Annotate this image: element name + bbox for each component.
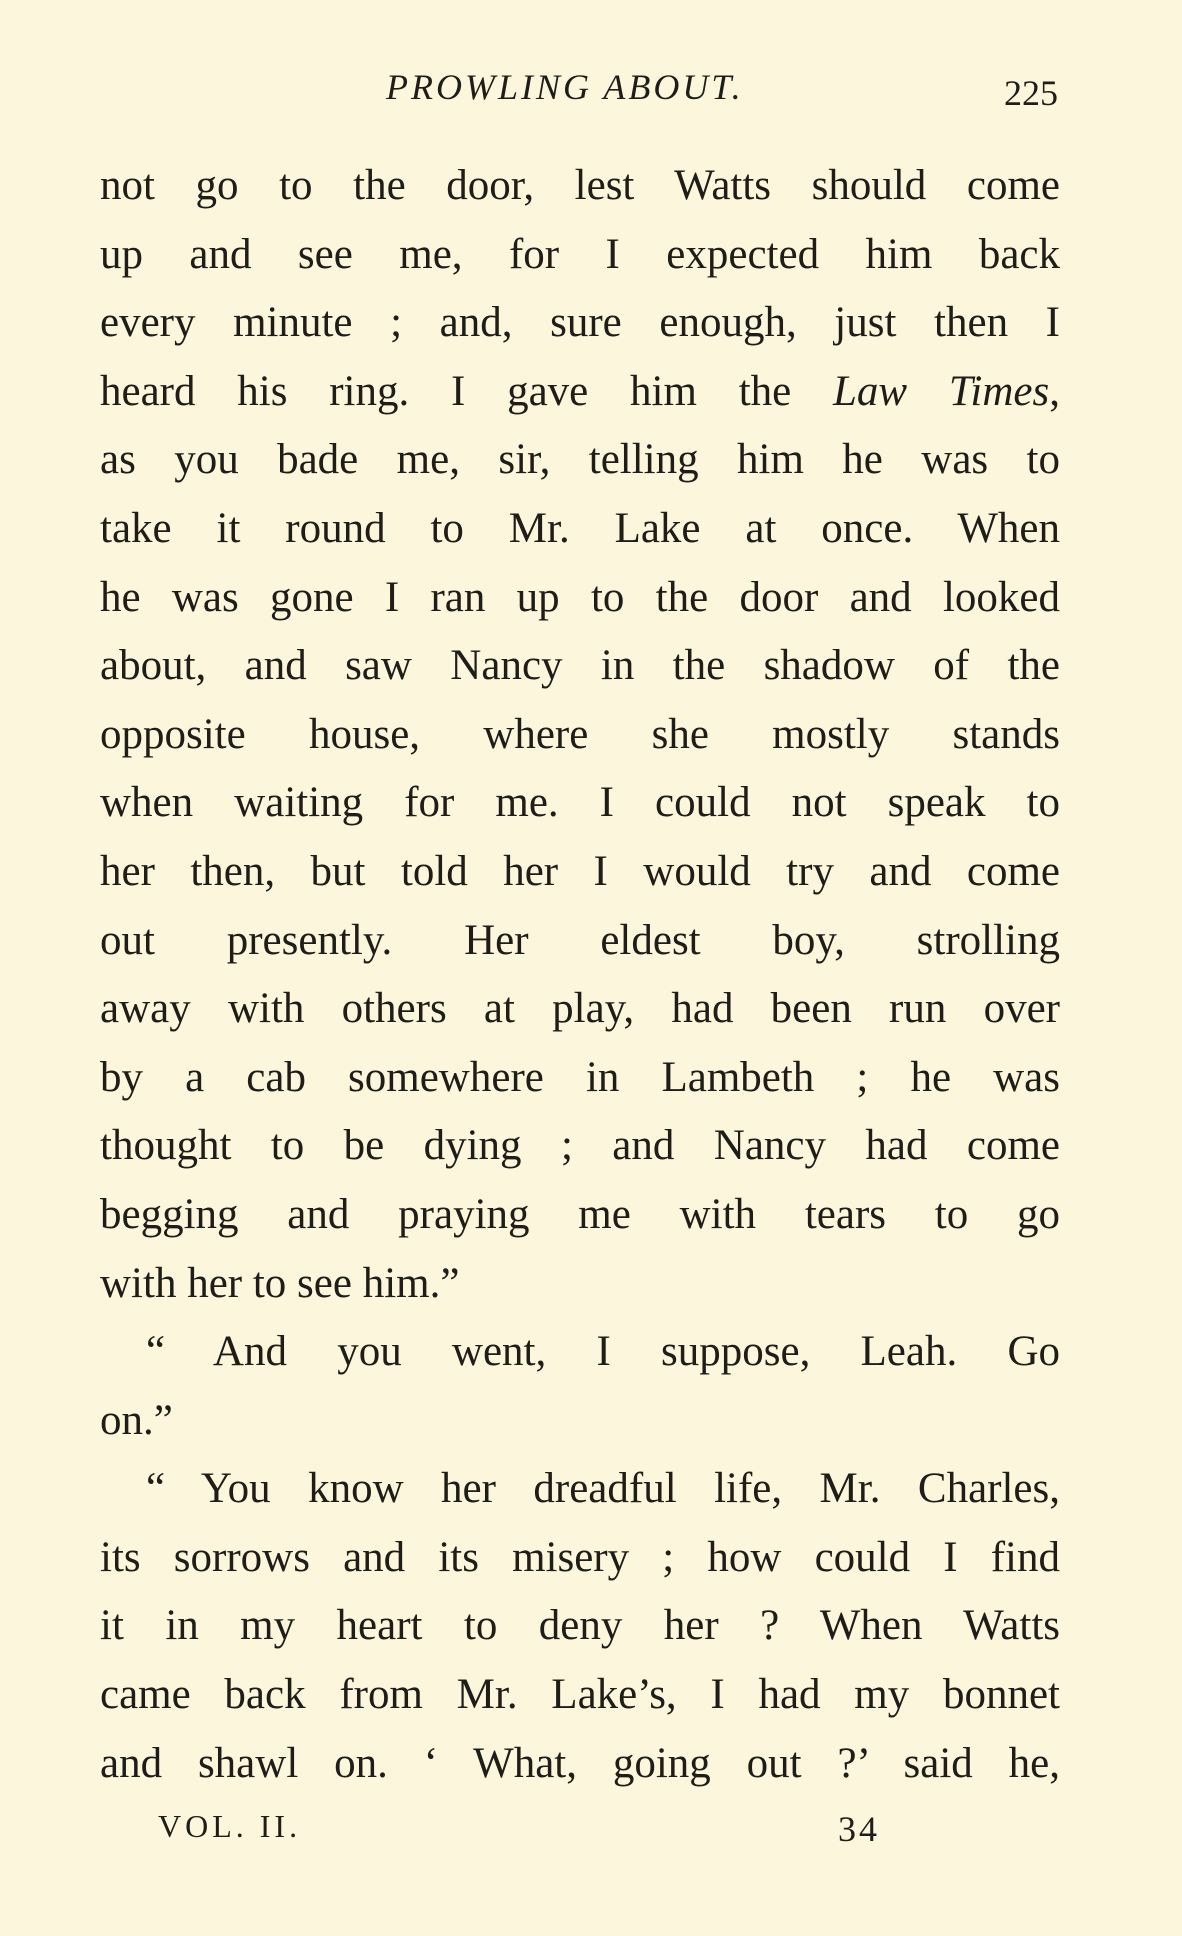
text-line: and shawl on. ‘ What, going out ?’ said he, bbox=[100, 1739, 1060, 1787]
body-text bbox=[100, 152, 1060, 1798]
running-title: PROWLING ABOUT. bbox=[386, 67, 744, 107]
text-line: with her to see him.” bbox=[100, 1259, 460, 1307]
running-head bbox=[0, 66, 1182, 126]
volume-signature: VOL. II. bbox=[158, 1808, 302, 1844]
text-line: opposite house, where she mostly stands bbox=[100, 710, 1060, 758]
text-line: out presently. Her eldest boy, strolling bbox=[100, 916, 1060, 964]
text-line: it in my heart to deny her ? When Watts bbox=[100, 1602, 1060, 1650]
page-number: 225 bbox=[1004, 73, 1058, 113]
text-line: take it round to Mr. Lake at once. When bbox=[100, 504, 1060, 552]
text-line: her then, but told her I would try and come bbox=[100, 847, 1060, 895]
sheet-number: 34 bbox=[838, 1809, 880, 1849]
text-line: away with others at play, had been run over bbox=[100, 985, 1060, 1033]
text-line: heard his ring. I gave him the Law Times, bbox=[100, 367, 1060, 415]
text-line: its sorrows and its misery ; how could I find bbox=[100, 1533, 1060, 1581]
text-line: by a cab somewhere in Lambeth ; he was bbox=[100, 1053, 1060, 1101]
page-footer bbox=[0, 1808, 1182, 1858]
text-line: came back from Mr. Lake’s, I had my bonnet bbox=[100, 1671, 1060, 1719]
italic-title: Law Times bbox=[833, 367, 1050, 415]
text-line: about, and saw Nancy in the shadow of the bbox=[100, 642, 1060, 690]
text-line: on.” bbox=[100, 1396, 173, 1444]
text-line: “ You know her dreadful life, Mr. Charles, bbox=[146, 1465, 1060, 1513]
text-line: not go to the door, lest Watts should come bbox=[100, 162, 1060, 209]
text-line: he was gone I ran up to the door and looked bbox=[100, 573, 1060, 621]
text-line: every minute ; and, sure enough, just then I bbox=[100, 299, 1060, 347]
text-line: up and see me, for I expected him back bbox=[100, 230, 1060, 278]
text-line: when waiting for me. I could not speak to bbox=[100, 779, 1060, 827]
text-line: thought to be dying ; and Nancy had come bbox=[100, 1122, 1060, 1170]
text-line: as you bade me, sir, telling him he was to bbox=[100, 436, 1060, 484]
text-line: begging and praying me with tears to go bbox=[100, 1190, 1060, 1238]
text-line: “ And you went, I suppose, Leah. Go bbox=[146, 1328, 1060, 1376]
